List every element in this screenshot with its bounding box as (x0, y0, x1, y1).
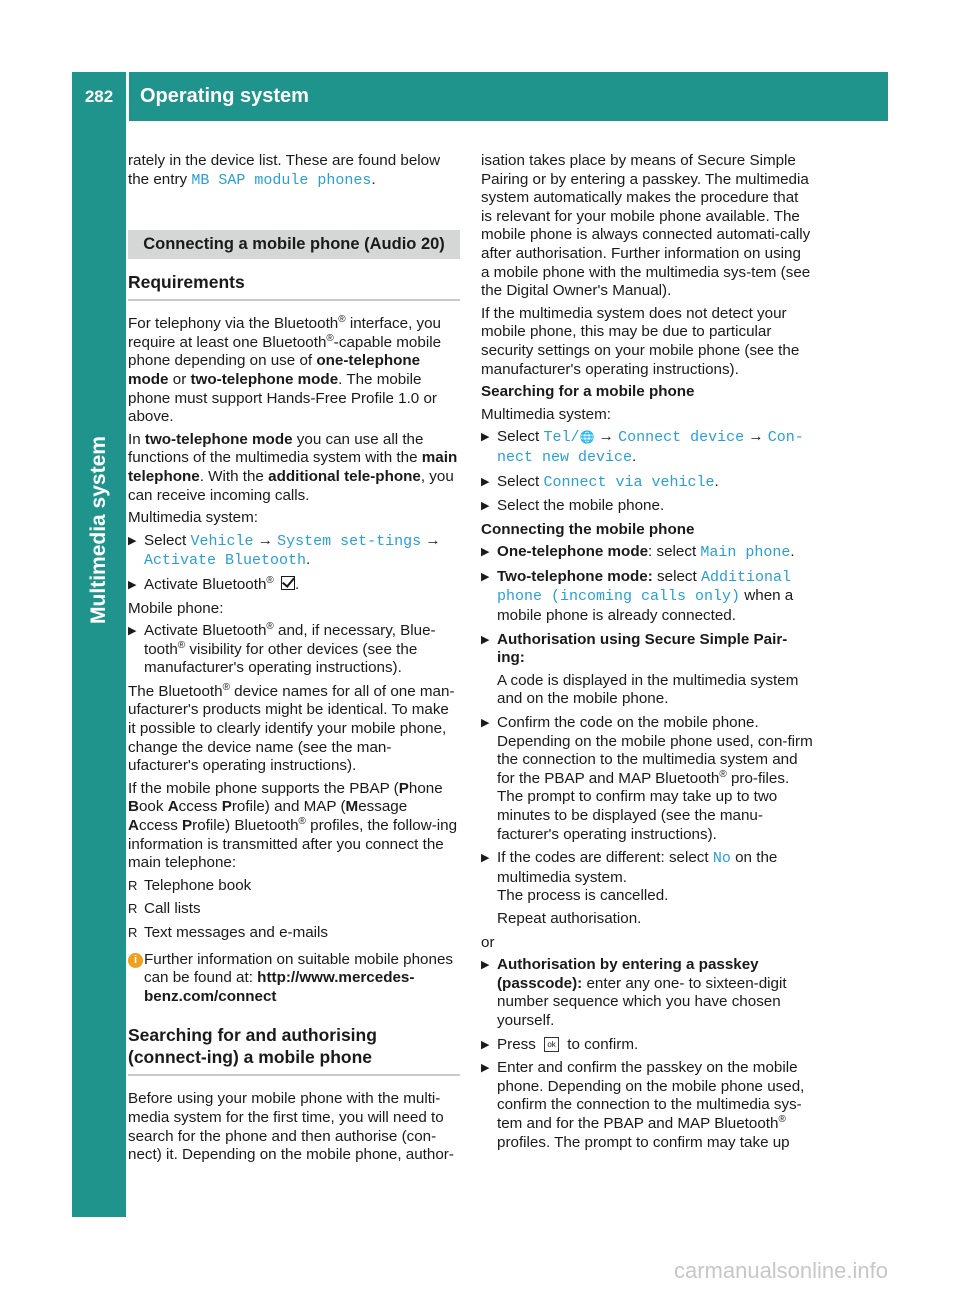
checkbox-icon (281, 576, 295, 590)
list-item: R Call lists (128, 900, 201, 918)
arrow-icon: ▶ (128, 578, 137, 591)
step: ▶ Authorisation using Secure Simple Pair-ing: A code is displayed in the multimedia system and on the mobile phone. (481, 630, 799, 708)
section-bar: Connecting a mobile phone (Audio 20) (128, 230, 460, 259)
right-column (481, 152, 813, 1157)
arrow-icon: ▶ (128, 534, 137, 547)
step: ▶ Two-telephone mode: select Additional phone (incoming calls only) when a mobile phone is already connected. (481, 567, 794, 625)
paragraph: or (481, 933, 495, 951)
arrow-icon: ▶ (481, 500, 490, 513)
header-divider (126, 72, 129, 121)
info-note: i Further information on suitable mobile phones can be found at: http://www.mercedes-benz.com/connect (128, 951, 460, 1007)
step: ▶ Authorisation by entering a passkey (passcode): enter any one- to sixteen-digit number sequence which you have chosen yourself. (481, 956, 787, 1029)
paragraph: If the multimedia system does not detect your mobile phone, this may be due to particular security settings on your mobile phone (see the manufacturer's operating instructions). (481, 304, 800, 378)
paragraph: Before using your mobile phone with the multi-media system for the first time, you will need to search for the phone and then authorise (con-nect) it. Depending on the mobile phone, author- (128, 1090, 454, 1164)
arrow-icon: ▶ (481, 1062, 490, 1075)
step: ▶ Activate Bluetooth® . (128, 574, 300, 593)
step: ▶ Press ok to confirm. (481, 1035, 639, 1053)
paragraph: In two-telephone mode you can use all the functions of the multimedia system with the main telephone. With the additional tele-phone, you can receive incoming calls. (128, 430, 458, 504)
arrow-icon: ▶ (481, 475, 490, 488)
watermark: carmanualsonline.info (673, 1258, 888, 1283)
requirements-heading: Requirements (128, 271, 460, 301)
paragraph: The Bluetooth® device names for all of one man-ufacturer's products might be identical. To make it possible to clearly identify your mobile phone, change the device name (see the man-ufacturer's operating instructions). (128, 681, 455, 775)
globe-icon: 🌐 (579, 430, 595, 445)
arrow-icon: ▶ (481, 959, 490, 972)
page-title: Operating system (140, 85, 309, 107)
step: ▶ Select Vehicle → System set-tings → Activate Bluetooth. (128, 531, 441, 570)
list-item: R Text messages and e-mails (128, 924, 329, 941)
arrow-icon: ▶ (481, 633, 490, 646)
intro-paragraph: rately in the device list. These are found below the entry MB SAP module phones. (128, 152, 441, 189)
subheading: Searching for a mobile phone (481, 383, 695, 401)
step: ▶ One-telephone mode: select Main phone. (481, 543, 795, 562)
step: ▶ Select the mobile phone. (481, 497, 665, 515)
arrow-icon: ▶ (481, 431, 490, 444)
arrow-icon: ▶ (481, 1038, 490, 1051)
arrow-icon: ▶ (481, 852, 490, 865)
step: ▶ Confirm the code on the mobile phone. Depending on the mobile phone used, con-firm the connection to the multimedia system and for the PBAP and MAP Bluetooth® pro-files. The prompt to confirm may take up to two minutes to be displayed (see the manu-facturer's operating instructions). (481, 714, 813, 843)
page-header (72, 72, 888, 121)
list-item: R Telephone book (128, 876, 252, 894)
step: ▶ Activate Bluetooth® and, if necessary, Blue-tooth® visibility for other devices (see the manufacturer's operating instructions). (128, 621, 436, 677)
menu-code: MB SAP module phones (191, 171, 372, 189)
label: Mobile phone: (128, 599, 224, 617)
step: ▶ Select Connect via vehicle. (481, 472, 719, 491)
step: ▶ Select Tel/🌐 → Connect device → Con-nect new device. (481, 428, 804, 466)
arrow-icon: ▶ (481, 546, 490, 559)
paragraph: For telephony via the Bluetooth® interface, you require at least one Bluetooth®-capable mobile phone depending on use of one-telephone mode or two-telephone mode. The mobile phone must support Hands-Free Profile 1.0 or above. (128, 314, 442, 426)
side-tab-label: Multimedia system (87, 436, 110, 624)
step: ▶ Enter and confirm the passkey on the mobile phone. Depending on the mobile phone used, confirm the connection to the multimedia sys-tem and for the PBAP and MAP Bluetooth® profiles. The prompt to confirm may take up (481, 1059, 805, 1151)
arrow-icon: ▶ (481, 717, 490, 730)
step: ▶ If the codes are different: select No on the multimedia system. The process is cancelled. Repeat authorisation. (481, 849, 778, 927)
side-tab (72, 121, 126, 1217)
paragraph: If the mobile phone supports the PBAP (Phone Book Access Profile) and MAP (Message Access Profile) Bluetooth® profiles, the follow-ing information is transmitted after you connect the main telephone: (128, 779, 458, 872)
arrow-icon: ▶ (481, 570, 490, 583)
page-number: 282 (84, 86, 114, 106)
left-column (128, 152, 460, 1169)
arrow-icon: ▶ (128, 625, 137, 638)
label: Multimedia system: (128, 509, 258, 527)
paragraph: isation takes place by means of Secure Simple Pairing or by entering a passkey. The multimedia system automatically makes the procedure that is relevant for your mobile phone available. The mobile phone is always connected automati-cally after authorisation. Further information on using a mobile phone with the multimedia sys-tem (see the Digital Owner's Manual). (481, 152, 811, 300)
search-heading: Searching for and authorising (connect-ing) a mobile phone (128, 1024, 460, 1076)
info-icon: i (128, 953, 143, 968)
subheading: Connecting the mobile phone (481, 520, 695, 538)
label: Multimedia system: (481, 405, 611, 423)
ok-key-icon: ok (544, 1037, 559, 1052)
link[interactable]: http://www.mercedes-benz.com/connect (144, 969, 415, 1005)
